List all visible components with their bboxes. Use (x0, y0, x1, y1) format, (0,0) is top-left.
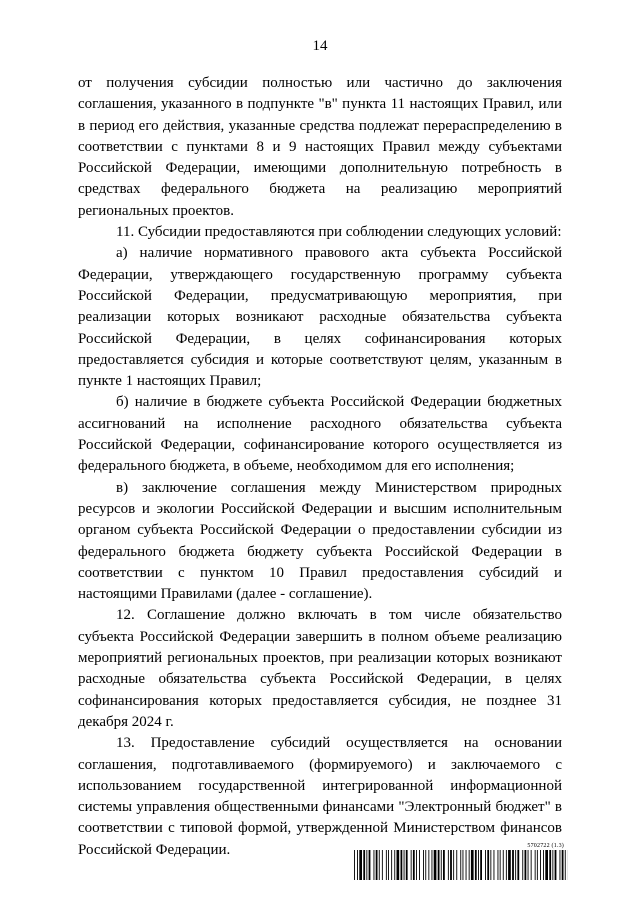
barcode-bar (438, 850, 440, 880)
barcode-bar (475, 850, 477, 880)
barcode-bar (406, 850, 408, 880)
barcode-bar (517, 850, 519, 880)
barcode-bar (506, 850, 507, 880)
barcode-bar (401, 850, 403, 880)
barcode-bar (456, 850, 457, 880)
document-code: 5702722 (1.3) (527, 843, 564, 849)
barcode-bar (503, 850, 504, 880)
barcode-bar (560, 850, 561, 880)
barcode-bar (487, 850, 489, 880)
barcode-bar (432, 850, 433, 880)
barcode-bar (552, 850, 553, 880)
barcode-bar (525, 850, 527, 880)
barcode-bar (512, 850, 514, 880)
page-number: 14 (312, 38, 328, 54)
barcode-bar (522, 850, 523, 880)
barcode-bar (490, 850, 491, 880)
barcode-bar (388, 850, 389, 880)
barcode-bar (425, 850, 426, 880)
paragraph-item-11v: в) заключение соглашения между Министерством природных ресурсов и экологии Российской Федерации и высшим исполнительным органом субъекта Российской Федерации о предоставлении субсидии из федерального бюджета бюджету субъекта Российской Федерации в соответствии с пунктом 10 Правил предоставления субсидий и настоящими Правилами (далее - соглашение). (78, 479, 562, 603)
paragraph-continuation: от получения субсидии полностью или частично до заключения соглашения, указанного в подпункте "в" пункта 11 настоящих Правил, или в период его действия, указанные средства подлежат перераспределению в соответствии с пунктами 8 и 9 настоящих Правил между субъектами Российской Федерации, имеющими дополнительную потребность в средствах федерального бюджета на реализацию мероприятий региональных проектов. (78, 75, 562, 219)
paragraph-item-13: 13. Предоставление субсидий осуществляется на основании соглашения, подготавливаемого (формируемого) и заключаемого с использованием государственной интегрированной информационной системы управления общественными финансами "Электронный бюджет" в соответствии с типовой формой, утвержденной Министерством финансов Российской Федерации. (78, 735, 562, 858)
barcode-bar (460, 850, 461, 880)
barcode-bar (515, 850, 516, 880)
paragraph-item-12: 12. Соглашение должно включать в том числе обязательство субъекта Российской Федерации завершить в полном объеме реализацию мероприятий региональных проектов, при реализации которых возникают расходные обязательства субъекта Российской Федерации, в целях софинансирования которых предоставляется субсидия, не позднее 31 декабря 2024 г. (78, 607, 562, 730)
barcode-bar (531, 850, 532, 880)
barcode-bar (500, 850, 501, 880)
barcode-bar (354, 850, 355, 880)
barcode-bar (545, 850, 548, 880)
barcode-bar (555, 850, 557, 880)
barcode-bar (450, 850, 452, 880)
barcode-bar (394, 850, 395, 880)
barcode-bar (498, 850, 499, 880)
barcode-bar (369, 850, 371, 880)
barcode-bar (469, 850, 470, 880)
barcode-bar (413, 850, 415, 880)
barcode-bar (537, 850, 538, 880)
barcode-bar (359, 850, 362, 880)
barcode-bar (480, 850, 482, 880)
barcode-bar (366, 850, 367, 880)
barcode-bar (404, 850, 405, 880)
barcode-bar (562, 850, 564, 880)
barcode-bar (549, 850, 551, 880)
barcode-bar (416, 850, 417, 880)
barcode-bar (494, 850, 495, 880)
barcode-bar (363, 850, 365, 880)
barcode-bar (419, 850, 420, 880)
barcode (354, 850, 568, 880)
barcode-bar (463, 850, 464, 880)
paragraph-item-11b: б) наличие в бюджете субъекта Российской Федерации бюджетных ассигнований на исполнение расходного обязательства субъекта Российской Федерации, софинансирование которого осуществляется из федерального бюджета, в объеме, необходимом для его исполнения; (78, 394, 562, 475)
barcode-bar (528, 850, 529, 880)
barcode-bar (374, 850, 375, 880)
barcode-bar (357, 850, 358, 880)
barcode-bar (411, 850, 412, 880)
barcode-bar (540, 850, 541, 880)
barcode-bar (423, 850, 424, 880)
barcode-bar (434, 850, 437, 880)
barcode-bar (376, 850, 378, 880)
paragraph-item-11: 11. Субсидии предоставляются при соблюдении следующих условий: (116, 224, 562, 241)
barcode-bar (441, 850, 442, 880)
barcode-bar (565, 850, 566, 880)
barcode-bar (379, 850, 380, 880)
barcode-bar (448, 850, 449, 880)
barcode-bar (397, 850, 400, 880)
barcode-bar (535, 850, 536, 880)
barcode-bar (386, 850, 387, 880)
barcode-bar (382, 850, 383, 880)
barcode-bar (443, 850, 445, 880)
barcode-bar (543, 850, 544, 880)
paragraph-item-11a: а) наличие нормативного правового акта субъекта Российской Федерации, утверждающего государственную программу субъекта Российской Федерации, предусматривающую мероприятия, при реализации которых возникают расходные обязательства субъекта Российской Федерации, в целях софинансирования которых предоставляется субсидия и которые соответствуют целям, указанным в пункте 1 настоящих Правил; (78, 245, 562, 390)
barcode-bar (471, 850, 474, 880)
barcode-bar (391, 850, 392, 880)
document-body (78, 73, 562, 861)
barcode-bar (428, 850, 429, 880)
barcode-bar (466, 850, 467, 880)
barcode-bar (453, 850, 454, 880)
barcode-bar (478, 850, 479, 880)
barcode-bar (508, 850, 511, 880)
barcode-bar (485, 850, 486, 880)
